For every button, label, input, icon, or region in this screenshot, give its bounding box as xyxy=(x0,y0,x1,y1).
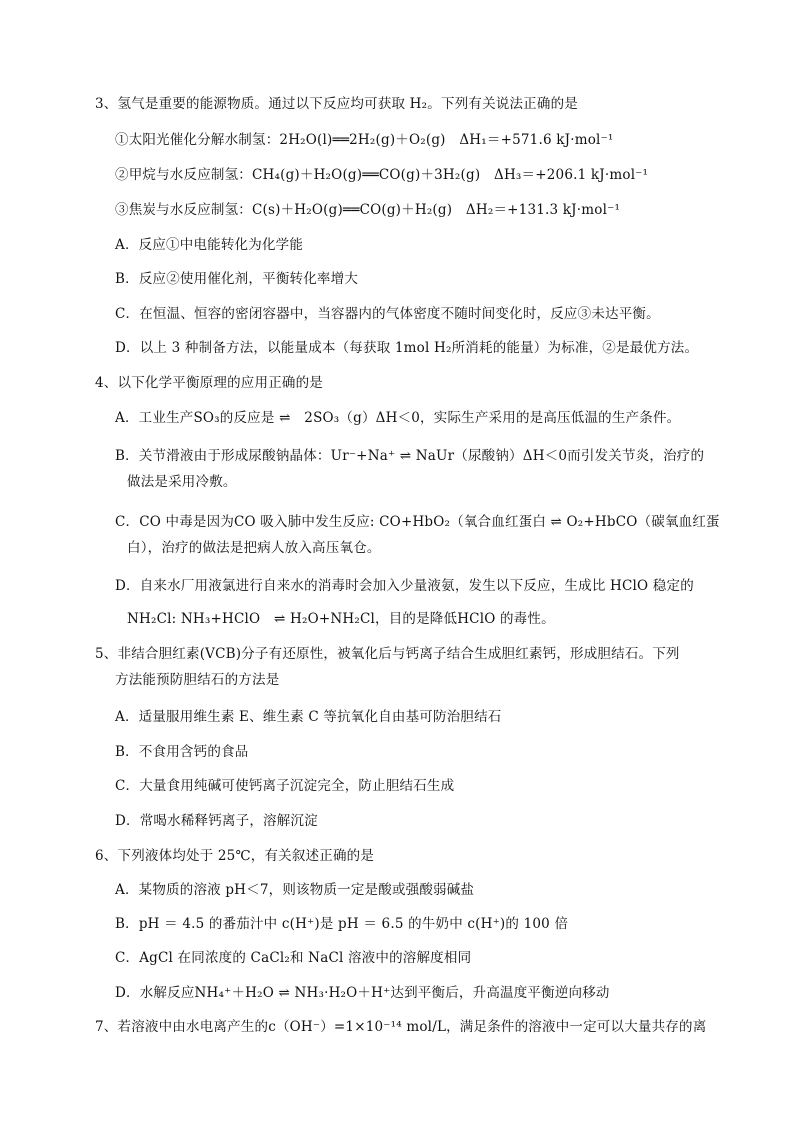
question-4-option-d-cont: NH₂Cl: NH₃+HClO ⇌ H₂O+NH₂Cl，目的是降低HClO 的毒性。 xyxy=(127,611,555,627)
question-5-option-b: B．不食用含钙的食品 xyxy=(115,744,249,760)
question-6-stem: 6、下列液体均处于 25℃，有关叙述正确的是 xyxy=(95,848,375,864)
question-6-option-d: D．水解反应NH₄⁺＋H₂O ⇌ NH₃·H₂O＋H⁺达到平衡后，升高温度平衡逆向移动 xyxy=(115,985,610,1001)
question-4-option-b-cont: 做法是采用冷敷。 xyxy=(127,474,237,490)
question-3-option-a: A．反应①中电能转化为化学能 xyxy=(115,237,304,253)
question-3-reaction-3: ③焦炭与水反应制氢：C(s)＋H₂O(g)══CO(g)＋H₂(g) ΔH₂＝+131.3 kJ·mol⁻¹ xyxy=(115,202,621,218)
question-3-reaction-2: ②甲烷与水反应制氢：CH₄(g)＋H₂O(g)══CO(g)＋3H₂(g) ΔH₃＝+206.1 kJ·mol⁻¹ xyxy=(115,167,649,183)
question-4-option-a: A．工业生产SO₃的反应是 ⇌ 2SO₃（g）ΔH＜0，实际生产采用的是高压低温的生产条件。 xyxy=(115,410,681,426)
question-3-reaction-1: ①太阳光催化分解水制氢：2H₂O(l)══2H₂(g)＋O₂(g) ΔH₁＝+571.6 kJ·mol⁻¹ xyxy=(115,132,614,148)
question-4-option-c-cont: 白），治疗的做法是把病人放入高压氧仓。 xyxy=(127,540,381,556)
question-4-option-b: B．关节滑液由于形成尿酸钠晶体：Ur⁻+Na⁺ ⇌ NaUr（尿酸钠）ΔH＜0而引发关节炎，治疗的 xyxy=(115,448,705,464)
question-4-stem: 4、以下化学平衡原理的应用正确的是 xyxy=(95,375,323,391)
question-6-option-b: B．pH ＝ 4.5 的番茄汁中 c(H⁺)是 pH ＝ 6.5 的牛奶中 c(H⁺)的 100 倍 xyxy=(115,916,569,932)
question-6-option-c: C．AgCl 在同浓度的 CaCl₂和 NaCl 溶液中的溶解度相同 xyxy=(115,950,472,966)
question-3-option-c: C．在恒温、恒容的密闭容器中，当容器内的气体密度不随时间变化时，反应③未达平衡。 xyxy=(115,306,660,322)
question-5-option-a: A．适量服用维生素 E、维生素 C 等抗氧化自由基可防治胆结石 xyxy=(115,709,502,725)
question-3-stem: 3、氢气是重要的能源物质。通过以下反应均可获取 H₂。下列有关说法正确的是 xyxy=(95,96,578,112)
question-3-option-d: D．以上 3 种制备方法，以能量成本（每获取 1mol H₂所消耗的能量）为标准，②是最优方法。 xyxy=(115,340,699,356)
question-5-option-d: D．常喝水稀释钙离子，溶解沉淀 xyxy=(115,813,318,829)
question-6-option-a: A．某物质的溶液 pH＜7，则该物质一定是酸或强酸弱碱盐 xyxy=(115,882,475,898)
question-5-option-c: C．大量食用纯碱可使钙离子沉淀完全，防止胆结石生成 xyxy=(115,778,455,794)
question-4-option-d: D．自来水厂用液氯进行自来水的消毒时会加入少量液氨，发生以下反应，生成比 HClO 稳定的 xyxy=(115,578,694,594)
question-5-stem-cont: 方法能预防胆结石的方法是 xyxy=(115,672,280,688)
question-4-option-c: C．CO 中毒是因为CO 吸入肺中发生反应: CO+HbO₂（氧合血红蛋白 ⇌ O₂+HbCO（碳氧血红蛋 xyxy=(115,514,720,530)
question-5-stem: 5、非结合胆红素(VCB)分子有还原性，被氧化后与钙离子结合生成胆红素钙，形成胆结石。下列 xyxy=(95,646,680,662)
question-7-stem: 7、若溶液中由水电离产生的c（OH⁻）=1×10⁻¹⁴ mol/L，满足条件的溶液中一定可以大量共存的离 xyxy=(95,1019,707,1035)
question-3-option-b: B．反应②使用催化剂，平衡转化率增大 xyxy=(115,271,359,287)
